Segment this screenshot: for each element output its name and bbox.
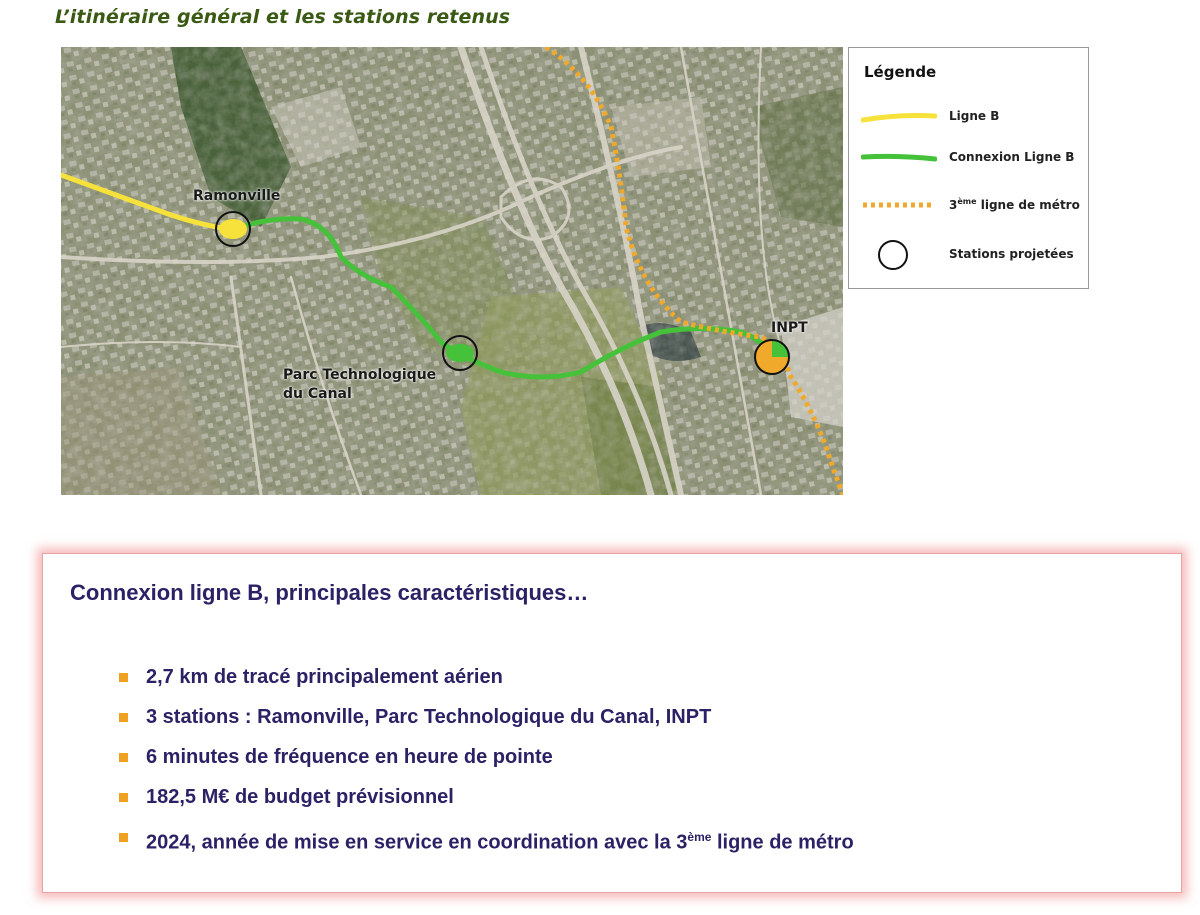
station-label-inpt: INPT [771, 320, 808, 336]
legend-item-metro-3 [849, 190, 1088, 220]
legend-label-metro-3: 3ème ligne de métro [949, 197, 1080, 212]
connexion-swatch-icon [861, 143, 937, 173]
station-label-ramonville: Ramonville [193, 188, 281, 204]
bullet-square-icon [119, 673, 128, 682]
list-item: 182,5 M€ de budget prévisionnel [119, 784, 854, 824]
legend-label-ligne-b: Ligne B [949, 109, 1000, 123]
legend-label-connexion: Connexion Ligne B [949, 150, 1075, 164]
bullet-square-icon [119, 713, 128, 722]
bullet-square-icon [119, 753, 128, 762]
legend-label-stations: Stations projetées [949, 247, 1074, 261]
legend-title: Légende [864, 63, 937, 81]
aerial-map[interactable] [61, 47, 843, 495]
list-item: 3 stations : Ramonville, Parc Technologique du Canal, INPT [119, 704, 854, 744]
map-canvas [61, 47, 843, 495]
card-title: Connexion ligne B, principales caractéristiques… [70, 580, 589, 605]
legend-item-connexion [849, 143, 1088, 173]
station-inpt-marker[interactable] [755, 340, 789, 374]
ligne-b-swatch-icon [861, 102, 937, 132]
characteristics-list [119, 664, 854, 864]
metro-line-swatch-icon [861, 190, 937, 220]
legend-item-ligne-b [849, 102, 1088, 132]
list-item: 2,7 km de tracé principalement aérien [119, 664, 854, 704]
station-label-parc-line1: Parc Technologique [283, 367, 437, 383]
map-legend [848, 47, 1089, 289]
characteristics-card [42, 553, 1182, 893]
bullet-square-icon [119, 793, 128, 802]
map-heading: L’itinéraire général et les stations retenus [55, 6, 511, 28]
list-item: 6 minutes de fréquence en heure de pointe [119, 744, 854, 784]
list-item: 2024, année de mise en service en coordination avec la 3ème ligne de métro [119, 824, 854, 864]
legend-item-stations [849, 240, 1088, 270]
station-circle-icon [861, 240, 937, 270]
bullet-square-icon [119, 833, 128, 842]
station-label-parc-line2: du Canal [283, 386, 352, 402]
